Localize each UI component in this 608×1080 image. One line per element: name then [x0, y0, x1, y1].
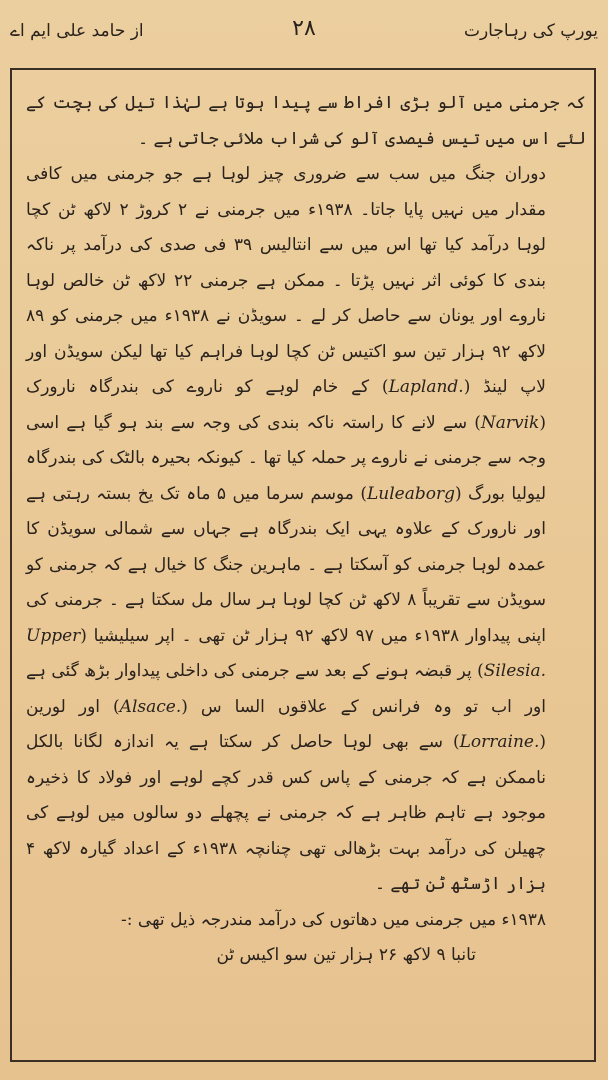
page-number: ۲۸ [292, 16, 316, 41]
author-line: از حامد علی ایم اے [10, 21, 144, 41]
paragraph-iron-supply [26, 157, 586, 903]
paragraph-metal-imports: ۱۹۳۸ء میں جرمنی میں دھاتوں کی درآمد مندرجہ ذیل تھی :- [121, 909, 546, 930]
text-segment: دوران جنگ میں سب سے ضروری چیز لوہا ہے جو جرمنی میں کافی مقدار میں نہیں پایا جاتا۔ ۱۹۳۸ء میں جرمنی نے ۲ کروڑ ۲ لاکھ ٹن کچا لوہا درآمد کیا تھا اس میں سے انتالیس ۳۹ فی صدی کی درآمد پر ناکہ بندی کا کوئی اثر نہیں پڑتا ۔ ممکن ہے جرمنی ۲۲ لاکھ ٹن خالص لوہا ناروے اور یونان سے حاصل کر لے ۔ سویڈن نے ۱۹۳۸ء میں جرمنی کو ۸۹ لاکھ ۹۲ ہزار تین سو اکتیس ٹن کچا لوہا فراہم کیا تھا لیکن سویڈن اور لاپ لینڈ ( [26, 164, 546, 397]
text-segment: ) پر قبضہ ہونے کے بعد سے جرمنی کی داخلی پیداوار بڑھ گئی ہے اور اب تو وہ فرانس کے علاقوں السا س ( [26, 661, 546, 717]
text-segment: ) موسم سرما میں ۵ ماہ تک یخ بستہ رہتی ہے اور نارورک کے علاوہ یہی ایک بندرگاہ ہے جہاں سے شمالی سویڈن کا عمدہ لوہا جرمنی کو آسکتا ہے ۔ ماہرین جنگ کا خیال ہے کہ جرمنی کو سویڈن سے تقریباً ۸ لاکھ ٹن کچا لوہا ہر سال مل سکتا ہے ۔ جرمنی کی اپنی پیداوار ۱۹۳۸ء میں ۹۷ لاکھ ۹۲ ہزار ٹن تھی ۔ اپر سیلیشیا ( [26, 483, 547, 646]
text-segment: ) سے لانے کا راستہ ناکہ بندی کی وجہ سے بند ہو گیا ہے اسی وجہ سے جرمنی نے ناروے پر حملہ کیا تھا ۔ کیونکہ بحیرہ بالٹک کی بندرگاہ لیولیا بورگ ( [26, 412, 546, 504]
latin-term-narvik: Narvik [480, 412, 540, 433]
latin-term-alsace: Alsace. [119, 696, 182, 717]
latin-term-luleaborg: Luleaborg [366, 483, 455, 504]
text-segment: ) کے خام لوہے کو ناروے کی بندرگاہ نارورک ( [26, 377, 546, 433]
text-segment: ) اور لورین ( [26, 696, 546, 752]
book-title: یورپ کی رہاجارت [463, 21, 598, 41]
latin-term-upper-silesia: Upper Silesia. [26, 625, 546, 681]
page-body [26, 86, 586, 974]
copper-import-line: تانبا ۹ لاکھ ۲۶ ہزار تین سو اکیس ٹن [216, 945, 476, 965]
latin-term-lorraine: Lorraine. [459, 732, 540, 752]
paragraph-potato-alcohol: کہ جرمنی میں آلو بڑی افراط سے پیدا ہوتا ہے لہٰذا تیل کی بچت کے لئے اس میں تیس فیصدی آلو کی شراب ملائی جاتی ہے ۔ [26, 93, 586, 149]
latin-term-lapland: Lapland. [388, 377, 464, 397]
page-header [10, 14, 598, 54]
text-segment: ) سے بھی لوہا حاصل کر سکتا ہے یہ اندازہ لگانا بالکل ناممکن ہے کہ جرمنی کے پاس کس قدر کچے لوہے اور فولاد کا ذخیرہ موجود ہے تاہم ظاہر ہے کہ جرمنی نے پچھلے دو سالوں میں لوہے کی چھیلن کی درآمد بہت بڑھالی تھی چنانچہ ۱۹۳۸ء کے اعداد گیارہ لاکھ ۴ ہزار اڑسٹھ ٹن تھے ۔ [26, 732, 546, 894]
